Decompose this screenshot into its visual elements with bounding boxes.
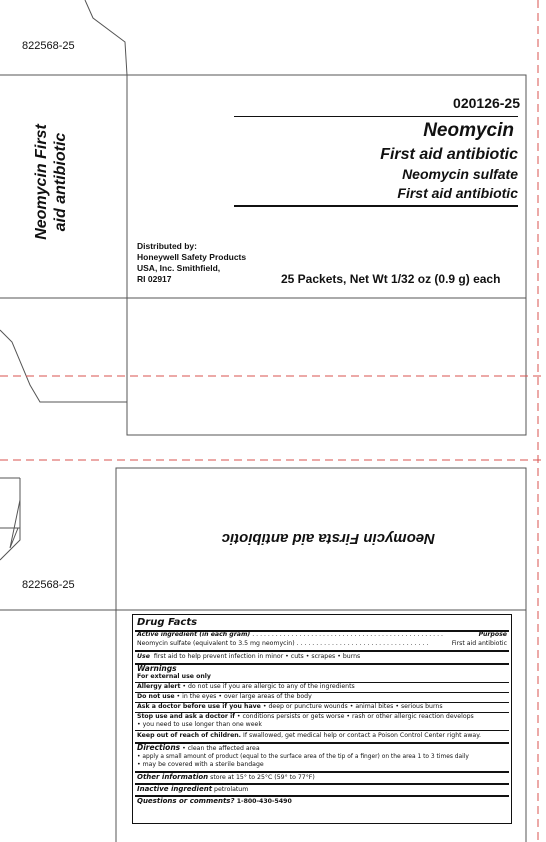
product-name: Neomycin xyxy=(423,120,514,141)
questions: Questions or comments? 1-800-430-5490 xyxy=(137,797,292,805)
product-line1: First aid antibiotic xyxy=(380,146,518,163)
flap-code-bottom: 822568-25 xyxy=(22,579,75,591)
distributor-block xyxy=(137,241,246,285)
directions: Directions • clean the affected area xyxy=(137,743,260,752)
product-code: 020126-25 xyxy=(453,95,520,111)
side-title xyxy=(32,124,70,240)
directions-2: • apply a small amount of product (equal to the surface area of the tip of a finger) on the area 1 to 3 times daily xyxy=(137,754,469,760)
warnings-title: Warnings xyxy=(137,664,177,673)
drug-facts-panel xyxy=(132,614,512,824)
other-info: Other information store at 15° to 25°C (59° to 77°F) xyxy=(137,773,315,781)
stop-use-2: • you need to use longer than one week xyxy=(137,721,262,728)
flap-code-top: 822568-25 xyxy=(22,40,75,52)
distributor-line: RI 02917 xyxy=(137,274,172,284)
drug-facts-title: Drug Facts xyxy=(137,617,198,628)
external-use: For external use only xyxy=(137,673,211,680)
net-weight: 25 Packets, Net Wt 1/32 oz (0.9 g) each xyxy=(281,272,501,286)
product-line3: First aid antibiotic xyxy=(397,185,518,201)
directions-3: • may be covered with a sterile bandage xyxy=(137,761,264,768)
rule-1 xyxy=(234,116,518,117)
stop-use: Stop use and ask a doctor if • conditions persists or gets worse • rash or other allergic reaction develops xyxy=(137,713,474,720)
flipped-title: Neomycin Firsta aid antibiotic xyxy=(221,530,435,547)
active-header: Active ingredient (in each gram) . . . . . . . . . . . . . . . . . . . . . . . . . . . . . . . . . . . . . . . . . . . . . . . . . Purpose xyxy=(137,631,507,638)
use-line: Use first aid to help prevent infection in minor • cuts • scrapes • burns xyxy=(137,653,361,660)
side-title-line1: Neomycin First xyxy=(33,124,50,240)
distributor-line: Honeywell Safety Products xyxy=(137,252,247,262)
inactive-ingredient: Inactive ingredient petrolatum xyxy=(137,785,249,793)
keep-out: Keep out of reach of children. If swallowed, get medical help or contact a Poison Control Center right away. xyxy=(137,732,481,739)
rule-2 xyxy=(234,205,518,207)
distributor-line: Distributed by: xyxy=(137,241,197,251)
do-not-use: Do not use • in the eyes • over large areas of the body xyxy=(137,693,312,700)
product-line2: Neomycin sulfate xyxy=(402,166,518,182)
flipped-title-wrap xyxy=(215,530,435,550)
side-title-line2: aid antibiotic xyxy=(52,132,69,232)
active-line: Neomycin sulfate (equivalent to 3.5 mg neomycin) . . . . . . . . . . . . . . . . . . . . . . . . . . . . . . . . . . First aid antibiotic xyxy=(137,640,507,647)
allergy-alert: Allergy alert • do not use if you are allergic to any of the ingredients xyxy=(137,683,355,690)
distributor-line: USA, Inc. Smithfield, xyxy=(137,263,221,273)
ask-doctor: Ask a doctor before use if you have • deep or puncture wounds • animal bites • serious burns xyxy=(137,703,443,710)
